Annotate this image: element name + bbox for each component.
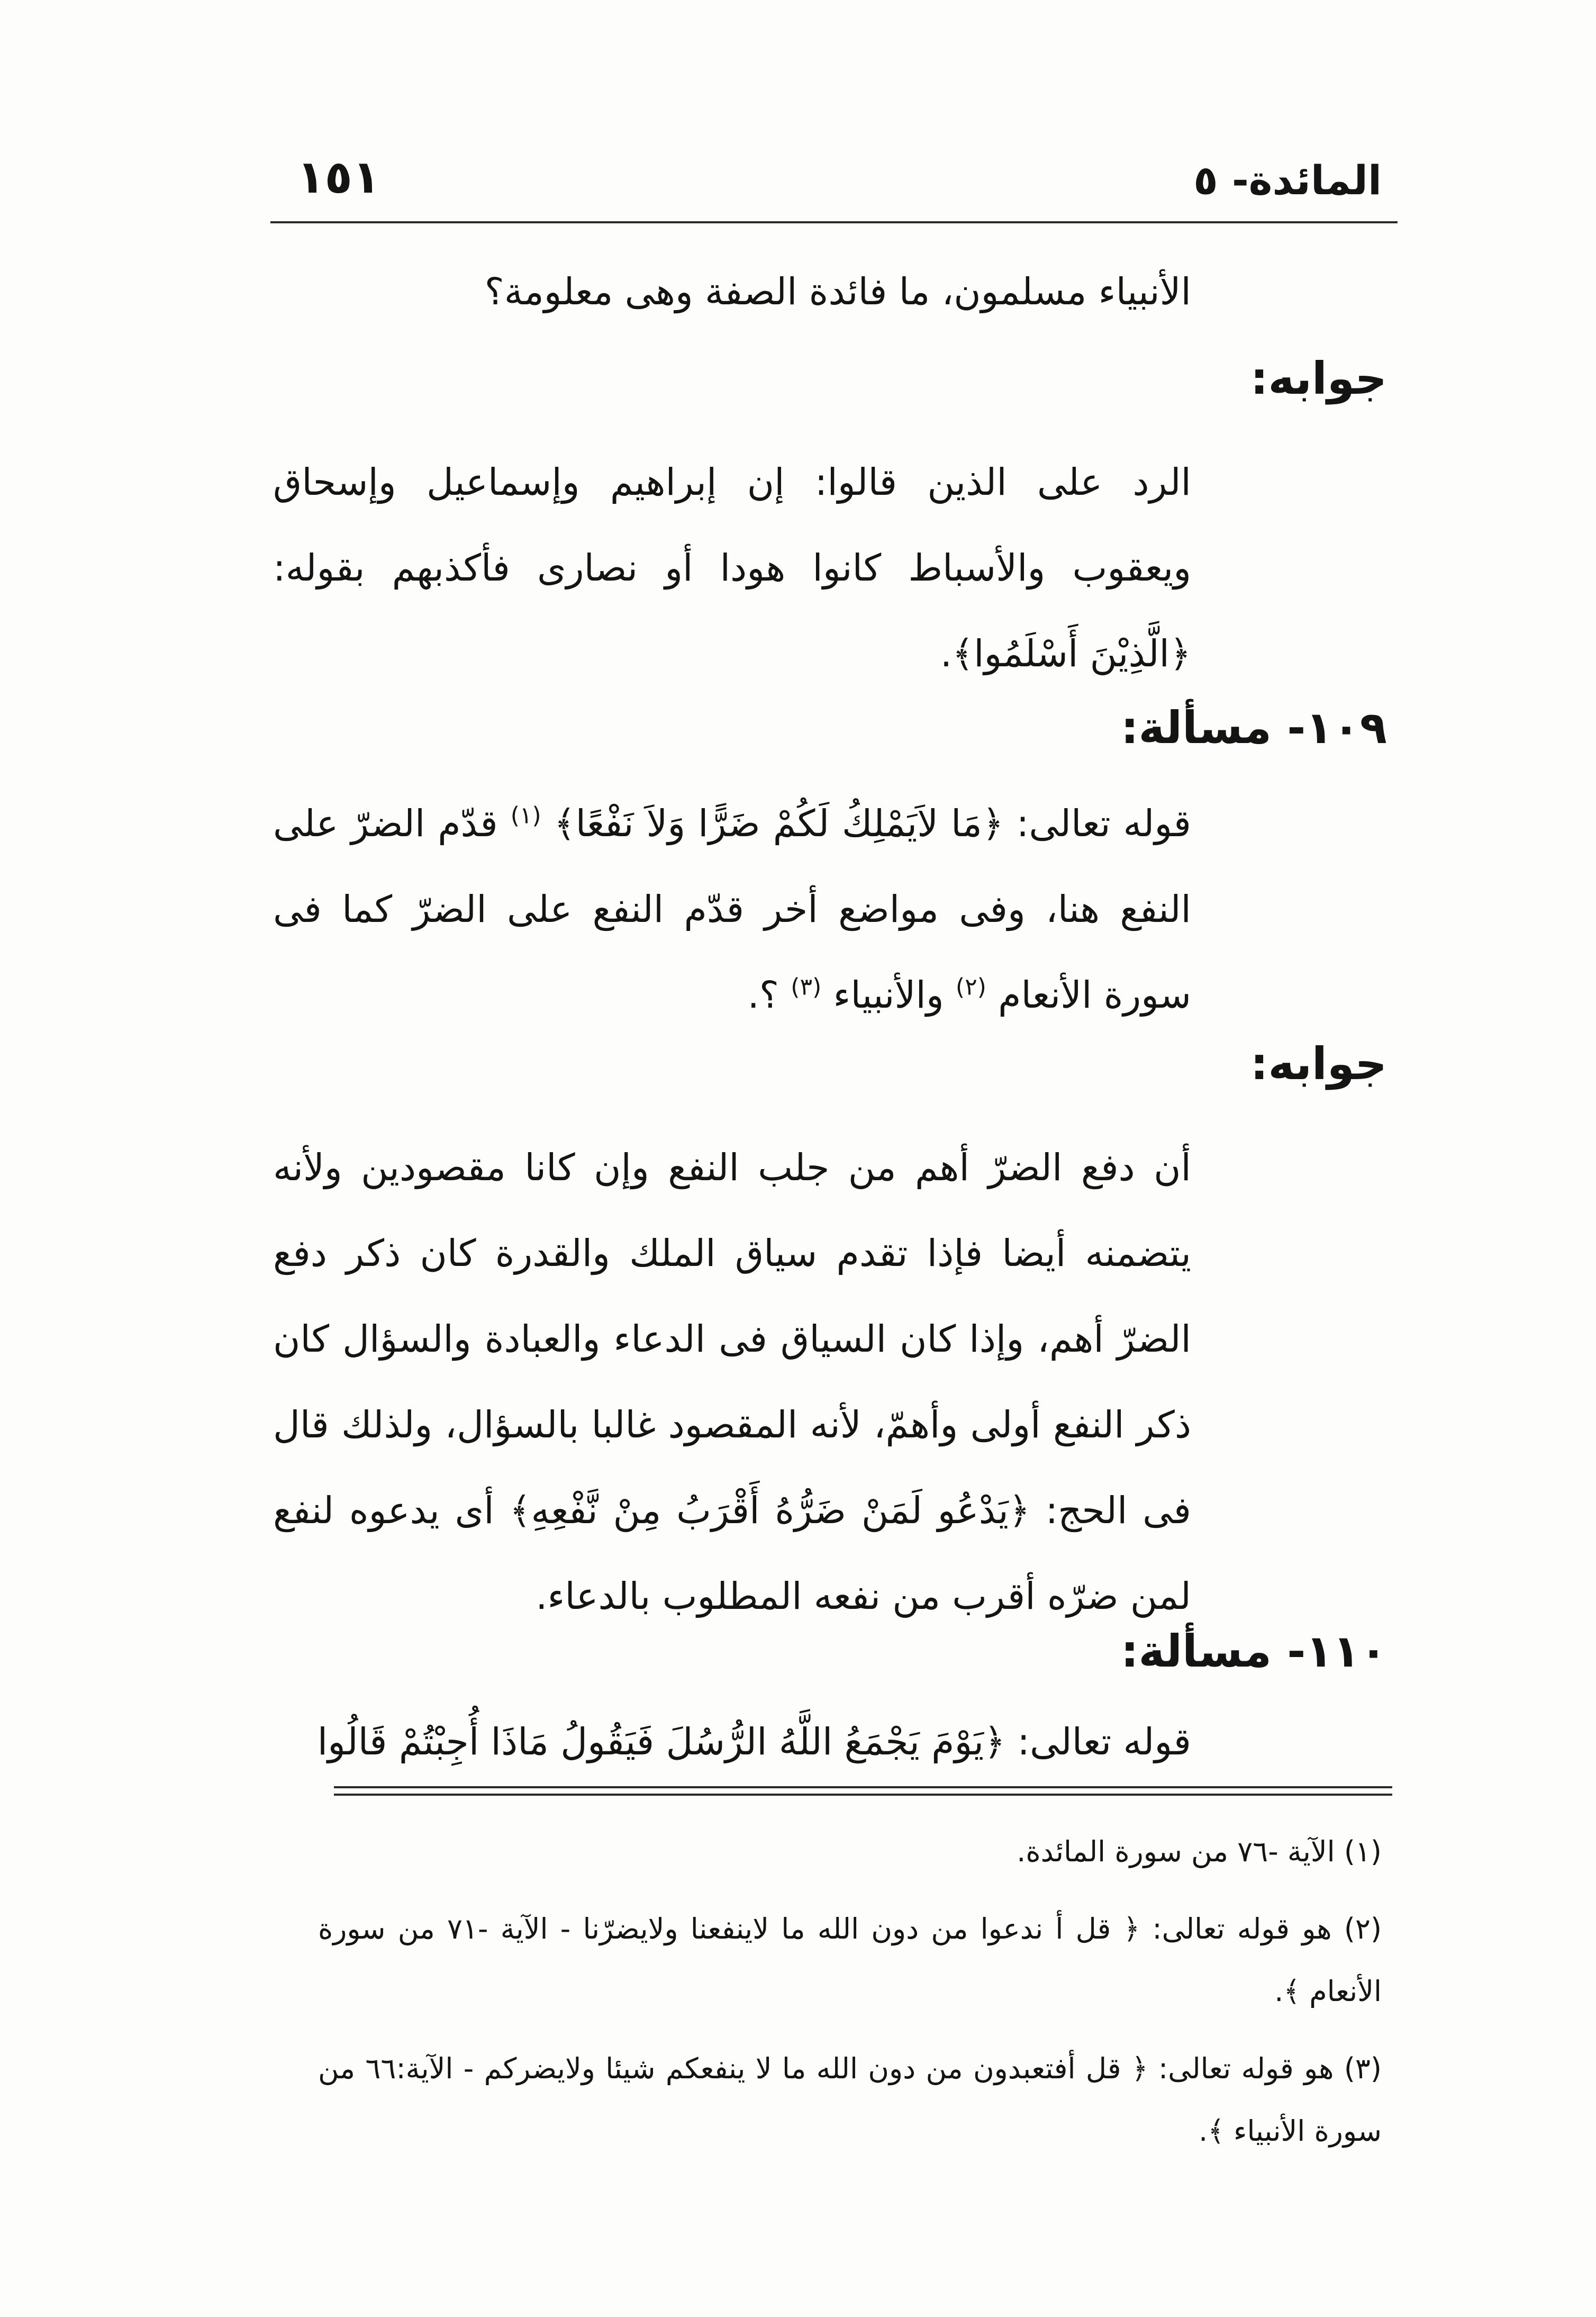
footnote-ref-1[interactable]: (١) <box>510 802 541 829</box>
header-rule <box>270 221 1398 223</box>
answer-paragraph: أن دفع الضرّ أهم من جلب النفع وإن كانا مقصودين ولأنه يتضمنه أيضا فإذا تقدم سياق الملك والقدرة كان ذكر دفع الضرّ أهم، وإذا كان السياق فى الدعاء والعبادة والسؤال كان ذكر النفع أولى وأهمّ، لأنه المقصود غالبا بالسؤال، ولذلك قال فى الحج: ﴿يَدْعُو لَمَنْ ضَرُّهُ أَقْرَبُ مِنْ نَّفْعِهِ﴾ أى يدعوه لنفع لمن ضرّه أقرب من نفعه المطلوب بالدعاء. <box>273 1146 1191 1618</box>
answer-paragraph: الرد على الذين قالوا: إن إبراهيم وإسماعيل وإسحاق ويعقوب والأسباط كانوا هودا أو نصارى فأكذبهم بقوله: ﴿الَّذِيْنَ أَسْلَمُوا﴾. <box>273 460 1191 675</box>
question-109-heading: ١٠٩- مسألة: <box>1120 702 1387 754</box>
answer-heading: جوابه: <box>1250 1038 1387 1090</box>
question-109-text: قوله تعالى: ﴿مَا لاَيَمْلِكُ لَكُمْ ضَرًّا وَلاَ نَفْعًا﴾ <box>541 802 1191 845</box>
page-number: ١٥١ <box>297 151 380 204</box>
question-109-text: قدّم الضرّ على النفع هنا، وفى مواضع أخر قدّم النفع على الضرّ كما فى سورة الأنعام <box>273 802 1191 1017</box>
page-header <box>276 124 1382 204</box>
footnote-2: (٢) هو قوله تعالى: ﴿ قل أ ندعوا من دون الله ما لاينفعنا ولايضرّنا - الآية -٧١ من سورة الأنعام ﴾. <box>318 1912 1382 2008</box>
question-110-paragraph: قوله تعالى: ﴿يَوْمَ يَجْمَعُ اللَّهُ الرُّسُلَ فَيَقُولُ مَاذَا أُجِبْتُمْ قَالُوا <box>317 1720 1191 1763</box>
footnote-rule <box>334 1786 1392 1796</box>
footnotes <box>318 1821 1382 2177</box>
question-110-heading: ١١٠- مسألة: <box>1120 1625 1387 1677</box>
running-head: المائدة- ٥ <box>1193 157 1382 204</box>
question-109-text: ؟. <box>747 973 791 1017</box>
footnote-ref-2[interactable]: (٢) <box>955 973 986 1001</box>
footnote-3: (٣) هو قوله تعالى: ﴿ قل أفتعبدون من دون الله ما لا ينفعكم شيئا ولايضركم - الآية:٦٦ من سورة الأنبياء ﴾. <box>318 2052 1382 2148</box>
question-109-paragraph <box>273 781 1191 1038</box>
footnote-ref-3[interactable]: (٣) <box>791 973 822 1001</box>
question-continuation-paragraph: الأنبياء مسلمون، ما فائدة الصفة وهى معلومة؟ <box>484 270 1191 313</box>
answer-heading: جوابه: <box>1250 352 1387 404</box>
question-109-text: والأنبياء <box>821 973 956 1017</box>
footnote-1: (١) الآية -٧٦ من سورة المائدة. <box>1017 1835 1382 1868</box>
